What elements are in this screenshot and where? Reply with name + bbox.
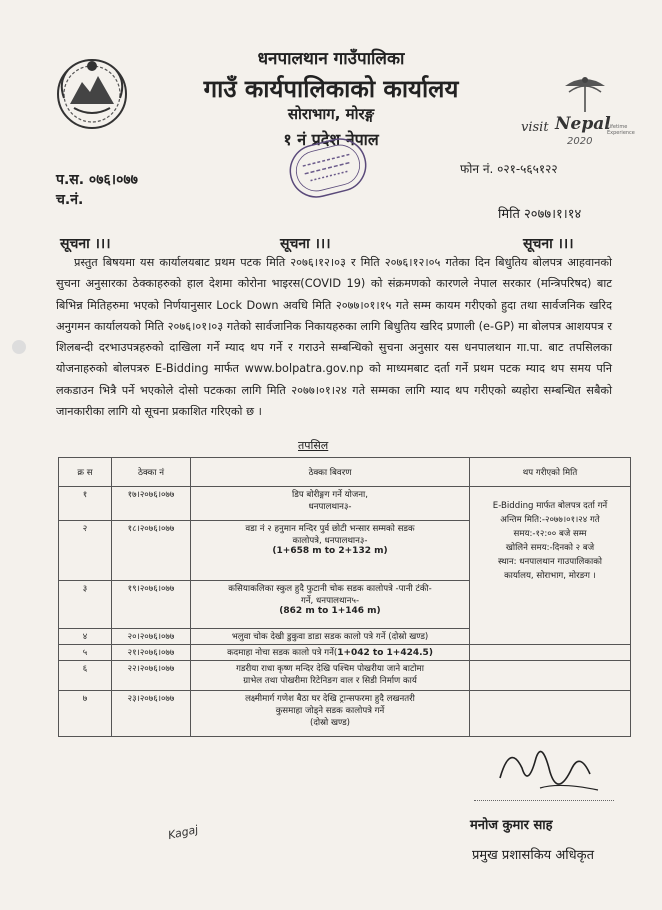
desc-line: ग्राभेल तथा पोखरीमा रिटेनिङग वाल र सिडी निर्माण कार्य [243, 676, 417, 686]
table-row [59, 487, 631, 521]
row-sn: २ [59, 521, 112, 581]
table-row [59, 661, 631, 691]
col-header-contract-no: ठेक्का नं [112, 458, 191, 487]
row-sn: ७ [59, 691, 112, 737]
tender-table [58, 457, 631, 737]
desc-line: डिप बोरीङ्गग गर्ने योजना, [292, 490, 368, 500]
empty-cell [470, 645, 631, 661]
chainage: 1+042 to 1+424.5) [337, 648, 433, 658]
row-contract-no: २०।२०७६।०७७ [112, 629, 191, 645]
notice-heading-center: सूचना ।।। [280, 236, 331, 252]
handwritten-note: Kagaj [166, 822, 200, 843]
row-contract-no: १८।२०७६।०७७ [112, 521, 191, 581]
extension-details [470, 487, 631, 645]
signature-icon [480, 738, 610, 808]
row-description [191, 521, 470, 581]
notice-heading-right: सूचना ।।। [523, 236, 574, 252]
col-header-extended-date: थप गरीएको मिति [470, 458, 631, 487]
row-description [191, 645, 470, 661]
row-description [191, 691, 470, 737]
empty-cell [470, 661, 631, 691]
row-description: भलुवा चोक देखी डुकुवा डाडा सडक कालो पत्रे गर्ने (दोस्रो खण्ड) [191, 629, 470, 645]
remark-line: E-Bidding मार्फत बोलपत्र दर्ता गर्ने [492, 501, 608, 511]
row-contract-no: १७।२०७६।०७७ [112, 487, 191, 521]
notice-date: मिति २०७७।१।१४ [498, 207, 582, 222]
table-header-row [59, 458, 631, 487]
remark-line: स्थान: धनपालथान गाउपालिकाको [497, 557, 603, 567]
row-description [191, 661, 470, 691]
desc-line: (दोस्रो खण्ड) [309, 718, 351, 728]
signature-line [474, 800, 614, 801]
reference-number: प.स. ०७६।०७७ [56, 172, 138, 188]
row-sn: ६ [59, 661, 112, 691]
province-line: १ नं प्रदेश नेपाल [283, 130, 379, 149]
signatory-title: प्रमुख प्रशासकिय अधिकृत [472, 848, 595, 863]
row-contract-no: २१।२०७६।०७७ [112, 645, 191, 661]
remark-line: समय:-१२:०० बजे सम्म [513, 529, 587, 539]
desc-line: कसियाकलिका स्कुल हुदै फुटानी चोक सडक कालोपत्रे -पानी टंकी- [228, 584, 432, 594]
nepal-word: Nepal [555, 114, 611, 134]
phone-number: फोन नं. ०२१-५६५१२२ [460, 162, 558, 176]
signatory-name: मनोज कुमार साह [470, 818, 553, 833]
row-contract-no: २२।२०७६।०७७ [112, 661, 191, 691]
visit-tagline: Lifetime Experience [607, 124, 635, 136]
row-description [191, 581, 470, 629]
row-sn: ३ [59, 581, 112, 629]
remark-line: खोलिने समय:-दिनको २ बजे [505, 543, 595, 553]
remark-line: अन्तिम मिति:-२०७७।०१।२४ गते [500, 515, 600, 525]
desc-line: कालोपत्रे, धनपालथान३- [292, 536, 368, 546]
empty-cell [470, 691, 631, 737]
col-header-description: ठेक्का बिवरण [191, 458, 470, 487]
row-sn: ४ [59, 629, 112, 645]
notice-heading-left: सूचना ।।। [60, 236, 111, 252]
desc-line: कदमाहा नोचा सडक कालो पत्रे गर्ने( [227, 648, 338, 658]
row-contract-no: २३।२०७६।०७७ [112, 691, 191, 737]
office-address: सोराभाग, मोरङ्ग [287, 105, 375, 123]
table-row [59, 691, 631, 737]
col-header-sn: क्र स [59, 458, 112, 487]
row-sn: १ [59, 487, 112, 521]
desc-line: कुसमाहा जोड्ने सडक कालोपत्रे गर्ने [275, 706, 385, 716]
punch-hole [12, 340, 26, 354]
visit-word: visit [521, 120, 549, 135]
office-stamp-icon [282, 132, 374, 204]
office-title: गाउँ कार्यपालिकाको कार्यालय [203, 75, 459, 103]
remark-line: कार्यालय, सोराभाग, मोरङग । [504, 571, 596, 581]
municipality-name: धनपालथान गाउँपालिका [257, 49, 405, 69]
desc-line: लक्ष्मीमार्ग गणेश बैठा घर देखि ट्रान्सफरमा हुदै लखनतरी [245, 694, 415, 704]
notice-body [56, 252, 612, 422]
desc-line: वडा नं २ हनुमान मन्दिर पुर्व छोटी भन्सार सम्मको सडक [245, 524, 415, 534]
row-description [191, 487, 470, 521]
dispatch-number: च.नं. [56, 192, 84, 208]
row-sn: ५ [59, 645, 112, 661]
notice-paragraph: प्रस्तुत बिषयमा यस कार्यालयबाट प्रथम पटक मिति २०७६।१२।०३ र मिति २०७६।१२।०५ गतेका दिन बिधुतिय बोलपत्र आहवानको सुचना अनुसारका ठेक्काहरुको हाल देशमा कोरोना भाइरस(COVID 19) को संक्रमणको कारणले नेपाल सरकार (मन्त्रिपरिषद) बाट बिभिन्न मितिहरुमा भएको निर्णयानुसार Lock Down अवधि मिति २०७७।०१।१५ गते सम्म कायम गरीएको हुदा तथा सार्वजनिक खरिद अनुगमन कार्यालयको मिति २०७६।०१।०३ गतेको सार्वजानिक निकायहरुका लागि बिधुतिय खरिद प्रणाली (e-GP) मा बोलपत्र आशयपत्र र शिलबन्दी दरभाउपत्रहरुको दाखिला गर्ने म्याद थप गर्ने र गराउने सम्बन्धिको सुचना अनुसार यस धनपालथान गा.पा. बाट तपसिलका योजनाहरुको बोलपत्ररु E-Bidding मार्फत www.bolpatra.gov.np को माध्यमबाट दर्ता गर्ने प्रथम पटक म्याद थप समय पनि लकडाउन भित्रै पर्ने भएकोले दोसो पटकका लागि मिति २०७७।०१।२४ गते सम्मका लागि म्याद थप गरीएको ब्यहोरा सम्बन्धित सबैको जानकारीका लागि यो सूचना प्रकाशित गरिएको छ । [56, 256, 612, 419]
schedule-heading: तपसिल [298, 439, 329, 452]
desc-line: धनपालथान३- [308, 502, 352, 512]
chainage: (862 m to 1+146 m) [279, 606, 381, 616]
desc-line: गडरीया राधा कृष्ण मन्दिर देखि पश्चिम पोखरीया जाने बाटोमा [236, 664, 424, 674]
desc-line: गर्ने, धनपालथान५- [300, 596, 360, 606]
row-contract-no: १९।२०७६।०७७ [112, 581, 191, 629]
visit-year: 2020 [567, 136, 593, 147]
table-row [59, 645, 631, 661]
chainage: (1+658 m to 2+132 m) [272, 546, 388, 556]
